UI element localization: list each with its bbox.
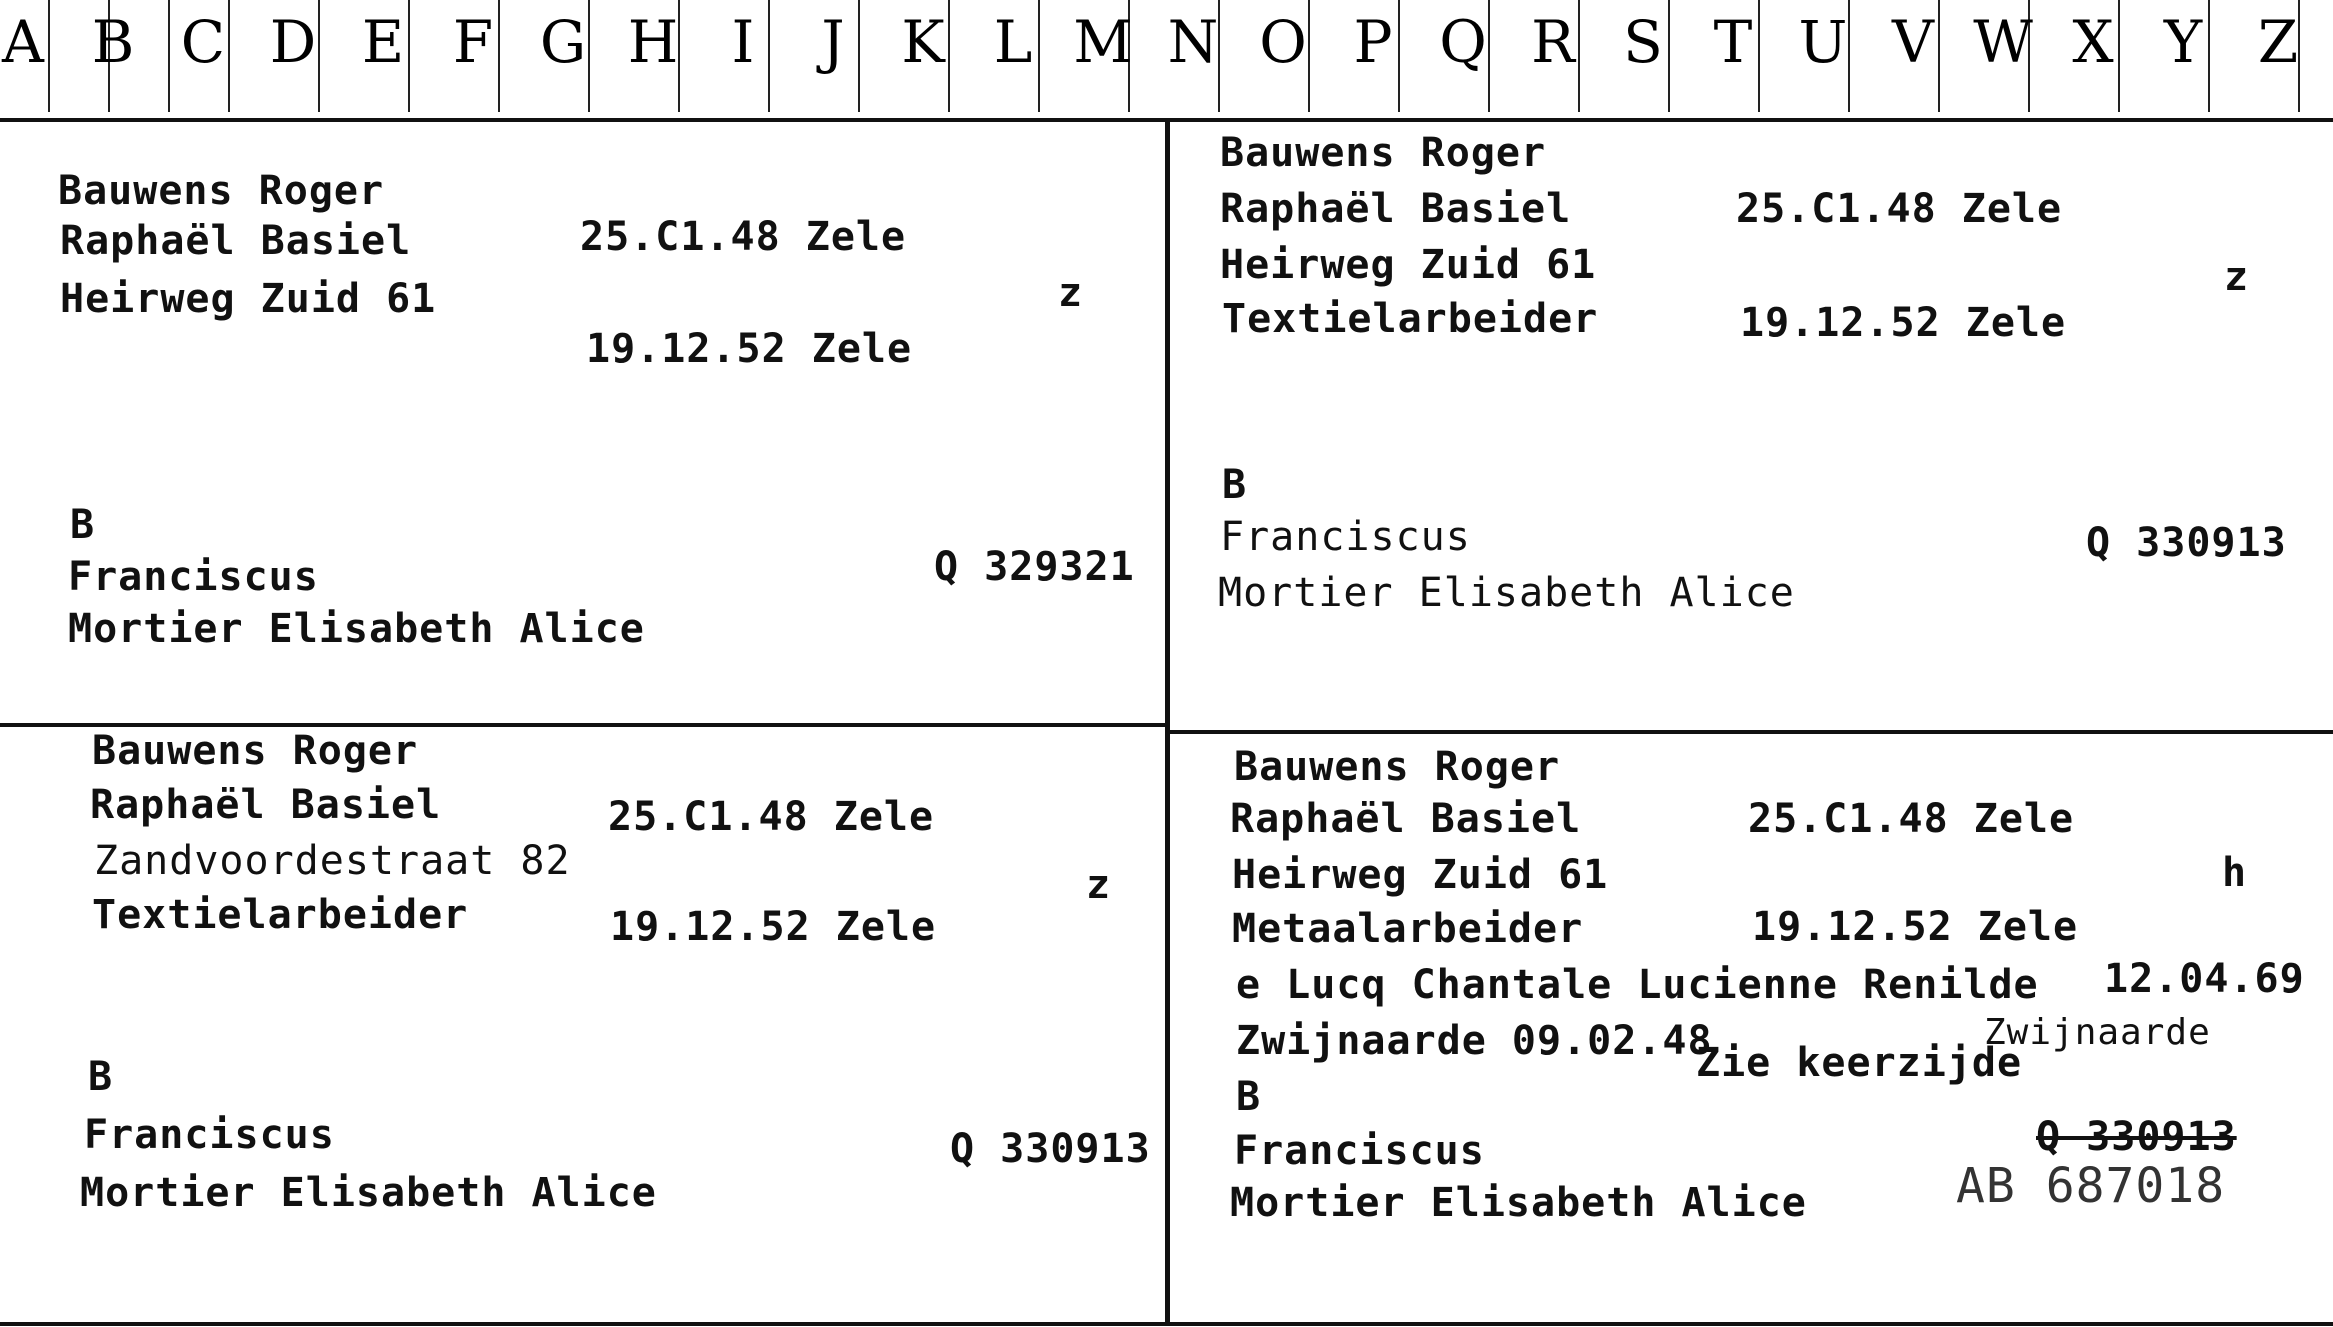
occupation: Textielarbeider <box>92 892 469 938</box>
index-letter-y: Y <box>2163 8 2203 76</box>
index-letter-h: H <box>627 8 679 76</box>
index-letter-l: L <box>993 8 1033 76</box>
index-letter-j: J <box>821 8 845 76</box>
surname: Bauwens Roger <box>1220 130 1547 176</box>
index-letter-c: C <box>180 8 226 76</box>
index-letter-s: S <box>1623 8 1663 76</box>
second-date-place: 19.12.52 Zele <box>586 326 913 372</box>
spouse-birth: Zwijnaarde 09.02.48 <box>1236 1018 1713 1064</box>
alphabet-index-bar <box>0 0 2333 120</box>
index-letter-f: F <box>452 8 494 76</box>
record-number-new: AB 687018 <box>1956 1158 2226 1214</box>
occupation: Metaalarbeider <box>1232 906 1584 952</box>
status-code: z <box>1086 862 1112 908</box>
index-letter-m: M <box>1073 8 1133 76</box>
index-letter-g: G <box>539 8 587 76</box>
surname: Bauwens Roger <box>58 168 385 214</box>
section-letter: B <box>1222 462 1248 508</box>
index-letter-e: E <box>361 8 405 76</box>
middle-rule-left <box>0 723 1165 727</box>
marriage-date: 12.04.69 <box>2104 956 2305 1002</box>
middle-rule-right <box>1170 730 2333 734</box>
index-letter-u: U <box>1798 8 1848 76</box>
birth-date-place: 25.C1.48 Zele <box>580 214 907 260</box>
index-letter-o: O <box>1259 8 1307 76</box>
father-name: Franciscus <box>84 1112 335 1158</box>
index-letter-x: X <box>2072 8 2114 76</box>
index-letter-v: V <box>1892 8 1934 76</box>
section-letter: B <box>1236 1074 1262 1120</box>
address: Heirweg Zuid 61 <box>1232 852 1609 898</box>
index-letter-k: K <box>901 8 945 76</box>
status-code: z <box>1058 270 1084 316</box>
mother-name: Mortier Elisabeth Alice <box>80 1170 657 1216</box>
section-letter: B <box>88 1054 114 1100</box>
record-number: Q 330913 <box>2086 520 2287 566</box>
record-number: Q 329321 <box>934 544 1135 590</box>
index-letter-w: W <box>1973 8 2033 76</box>
surname: Bauwens Roger <box>92 728 419 774</box>
index-letter-d: D <box>269 8 317 76</box>
second-date-place: 19.12.52 Zele <box>610 904 937 950</box>
address: Zandvoordestraat 82 <box>94 838 571 884</box>
spouse-name: e Lucq Chantale Lucienne Renilde <box>1236 962 2039 1008</box>
index-letter-r: R <box>1531 8 1575 76</box>
index-letter-t: T <box>1713 8 1753 76</box>
index-letter-q: Q <box>1439 8 1487 76</box>
second-date-place: 19.12.52 Zele <box>1740 300 2067 346</box>
index-letter-a: A <box>2 8 44 76</box>
address: Heirweg Zuid 61 <box>60 276 437 322</box>
record-number: Q 330913 <box>950 1126 1151 1172</box>
index-letter-p: P <box>1353 8 1393 76</box>
record-number-struck: Q 330913 <box>2036 1114 2237 1160</box>
index-letter-i: I <box>731 8 755 76</box>
birth-date-place: 25.C1.48 Zele <box>1748 796 2075 842</box>
given-names: Raphaël Basiel <box>90 782 442 828</box>
second-date-place: 19.12.52 Zele <box>1752 904 2079 950</box>
mother-name: Mortier Elisabeth Alice <box>68 606 645 652</box>
center-divider <box>1165 120 1170 1325</box>
index-letter-b: B <box>91 8 135 76</box>
birth-date-place: 25.C1.48 Zele <box>1736 186 2063 232</box>
father-name: Franciscus <box>1234 1128 1485 1174</box>
address: Heirweg Zuid 61 <box>1220 242 1597 288</box>
given-names: Raphaël Basiel <box>1220 186 1572 232</box>
marriage-place: Zwijnaarde <box>1984 1012 2211 1053</box>
status-code: h <box>2222 850 2248 896</box>
see-reverse-note: Zie keerzijde <box>1696 1040 2023 1086</box>
index-letter-n: N <box>1167 8 1219 76</box>
mother-name: Mortier Elisabeth Alice <box>1230 1180 1807 1226</box>
given-names: Raphaël Basiel <box>60 218 412 264</box>
birth-date-place: 25.C1.48 Zele <box>608 794 935 840</box>
surname: Bauwens Roger <box>1234 744 1561 790</box>
father-name: Franciscus <box>68 554 319 600</box>
occupation: Textielarbeider <box>1222 296 1599 342</box>
index-letter-z: Z <box>2257 8 2299 76</box>
given-names: Raphaël Basiel <box>1230 796 1582 842</box>
status-code: z <box>2224 254 2250 300</box>
father-name: Franciscus <box>1220 514 1471 560</box>
mother-name: Mortier Elisabeth Alice <box>1218 570 1795 616</box>
section-letter: B <box>70 502 96 548</box>
